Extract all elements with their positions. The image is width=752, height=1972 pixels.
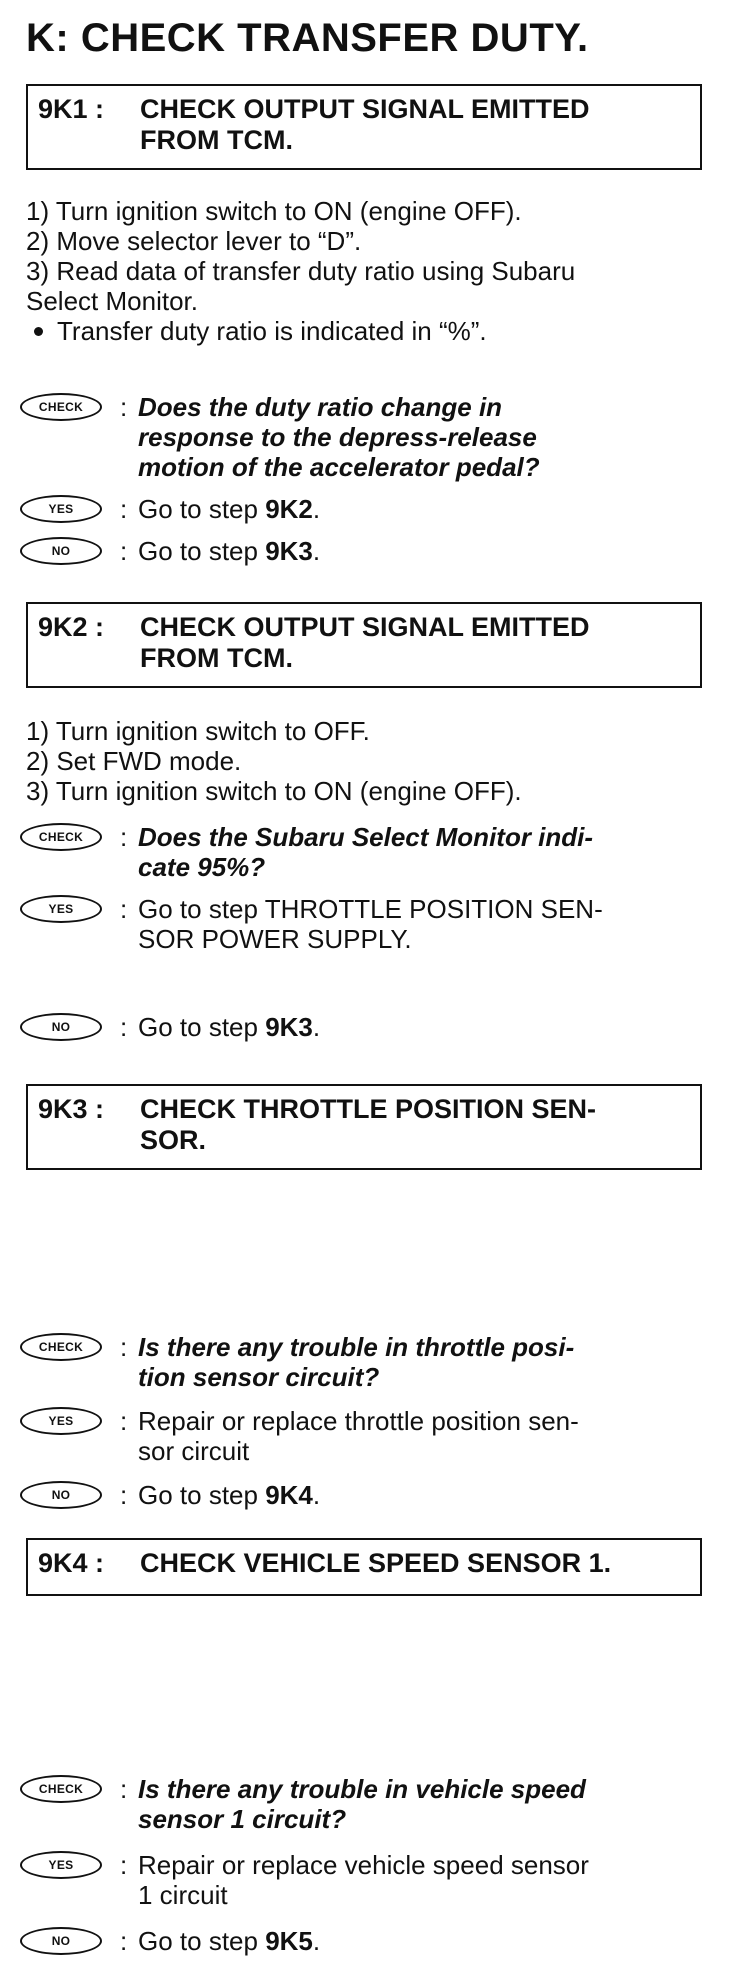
procedure-list-9k1 xyxy=(26,196,726,346)
procedure-step: 3) Turn ignition switch to ON (engine OFF). xyxy=(26,776,522,806)
separator: : xyxy=(120,494,128,524)
bullet-icon xyxy=(34,327,43,336)
step-link[interactable]: 9K5 xyxy=(265,1926,313,1956)
procedure-note xyxy=(26,316,726,346)
check-badge-icon: CHECK xyxy=(20,1333,102,1361)
step-title: CHECK OUTPUT SIGNAL EMITTED FROM TCM. xyxy=(140,94,590,155)
yes-answer: Go to step 9K2. xyxy=(138,494,321,524)
check-row-9k1 xyxy=(20,392,732,484)
procedure-list-9k2 xyxy=(26,716,726,806)
yes-badge-icon: YES xyxy=(20,1851,102,1879)
yes-answer: Go to step THROTTLE POSITION SEN- SOR POWER SUPPLY. xyxy=(138,894,603,954)
check-question: Does the duty ratio change in response to the depress-release motion of the accelerator pedal? xyxy=(138,392,540,482)
step-id: 9K4 : xyxy=(38,1548,105,1578)
procedure-step: 1) Turn ignition switch to OFF. xyxy=(26,716,370,746)
check-question: Is there any trouble in vehicle speed sensor 1 circuit? xyxy=(138,1774,586,1834)
separator: : xyxy=(120,822,128,852)
procedure-step: 2) Set FWD mode. xyxy=(26,746,242,776)
no-badge-icon: NO xyxy=(20,1481,102,1509)
no-row-9k2 xyxy=(20,1012,732,1044)
step-link[interactable]: 9K2 xyxy=(265,494,313,524)
section-title: K: CHECK TRANSFER DUTY. xyxy=(26,16,589,60)
step-id: 9K2 : xyxy=(38,612,105,642)
step-title: CHECK OUTPUT SIGNAL EMITTED FROM TCM. xyxy=(140,612,590,673)
separator: : xyxy=(120,1926,128,1956)
yes-badge-icon: YES xyxy=(20,895,102,923)
separator: : xyxy=(120,392,128,422)
separator: : xyxy=(120,1774,128,1804)
check-row-9k2 xyxy=(20,822,732,886)
step-id: 9K1 : xyxy=(38,94,105,124)
separator: : xyxy=(120,1332,128,1362)
yes-badge-icon: YES xyxy=(20,1407,102,1435)
separator: : xyxy=(120,1850,128,1880)
separator: : xyxy=(120,1406,128,1436)
no-answer: Go to step 9K4. xyxy=(138,1480,321,1510)
step-header-9k4 xyxy=(26,1538,702,1596)
step-header-9k3 xyxy=(26,1084,702,1170)
check-question: Does the Subaru Select Monitor indi- cate 95%? xyxy=(138,822,594,882)
no-badge-icon: NO xyxy=(20,537,102,565)
no-row-9k3 xyxy=(20,1480,732,1512)
yes-answer: Repair or replace vehicle speed sensor 1 circuit xyxy=(138,1850,589,1910)
check-row-9k4 xyxy=(20,1774,732,1838)
step-id: 9K3 : xyxy=(38,1094,105,1124)
no-answer: Go to step 9K3. xyxy=(138,1012,321,1042)
no-answer: Go to step 9K3. xyxy=(138,536,321,566)
no-row-9k4 xyxy=(20,1926,732,1958)
check-badge-icon: CHECK xyxy=(20,823,102,851)
check-question: Is there any trouble in throttle posi- tion sensor circuit? xyxy=(138,1332,575,1392)
check-badge-icon: CHECK xyxy=(20,393,102,421)
step-title: CHECK THROTTLE POSITION SEN- SOR. xyxy=(140,1094,597,1155)
yes-row-9k1 xyxy=(20,494,732,526)
no-badge-icon: NO xyxy=(20,1013,102,1041)
yes-badge-icon: YES xyxy=(20,495,102,523)
separator: : xyxy=(120,894,128,924)
separator: : xyxy=(120,1012,128,1042)
check-badge-icon: CHECK xyxy=(20,1775,102,1803)
yes-row-9k4 xyxy=(20,1850,732,1914)
procedure-step: Select Monitor. xyxy=(26,286,198,316)
separator: : xyxy=(120,1480,128,1510)
procedure-note-text: Transfer duty ratio is indicated in “%”. xyxy=(57,316,487,346)
step-link[interactable]: 9K3 xyxy=(265,536,313,566)
step-link[interactable]: 9K3 xyxy=(265,1012,313,1042)
step-title: CHECK VEHICLE SPEED SENSOR 1. xyxy=(140,1548,612,1578)
step-header-9k2 xyxy=(26,602,702,688)
check-row-9k3 xyxy=(20,1332,732,1396)
procedure-step: 2) Move selector lever to “D”. xyxy=(26,226,362,256)
yes-row-9k3 xyxy=(20,1406,732,1470)
procedure-step: 1) Turn ignition switch to ON (engine OFF). xyxy=(26,196,522,226)
no-row-9k1 xyxy=(20,536,732,568)
step-link[interactable]: 9K4 xyxy=(265,1480,313,1510)
yes-answer: Repair or replace throttle position sen- sor circuit xyxy=(138,1406,579,1466)
procedure-step: 3) Read data of transfer duty ratio using Subaru xyxy=(26,256,576,286)
no-answer: Go to step 9K5. xyxy=(138,1926,321,1956)
yes-row-9k2 xyxy=(20,894,732,958)
separator: : xyxy=(120,536,128,566)
no-badge-icon: NO xyxy=(20,1927,102,1955)
step-header-9k1 xyxy=(26,84,702,170)
